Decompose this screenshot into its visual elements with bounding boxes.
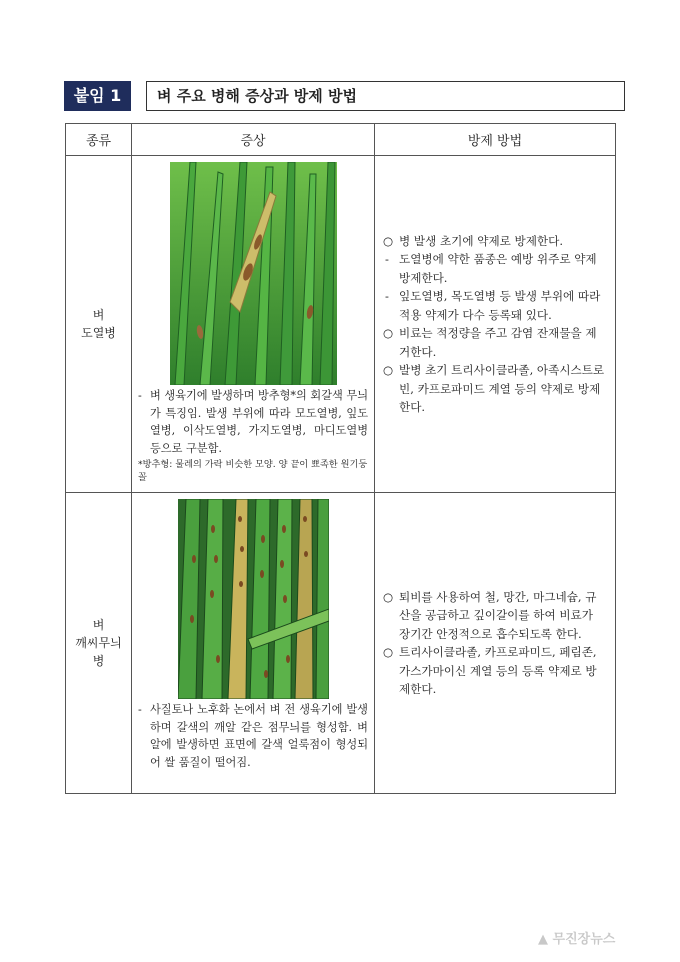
disease-name-cell: [66, 156, 132, 493]
table-row: [66, 156, 616, 493]
disease-name-line: 벼: [92, 618, 105, 632]
brown-spot-leaf-photo: [178, 499, 329, 699]
disease-name-line: 벼: [92, 308, 105, 322]
control-item: 퇴비를 사용하여 철, 망간, 마그네슘, 규산을 공급하고 깊이갈이를 하여 비료가 장기간 안정적으로 흡수되도록 한다.: [399, 589, 597, 641]
header-symptom: 증상: [132, 124, 375, 156]
table-row: [66, 493, 616, 794]
bullet-dash: -: [138, 703, 142, 716]
symptom-footnote: *방추형: 물레의 가락 비슷한 모양. 양 끝이 뾰족한 원기둥꼴: [138, 459, 368, 483]
control-item: 트리사이클라졸, 카프로파미드, 페림존, 가스가마이신 계열 등의 등록 약제로 방제한다.: [399, 645, 597, 696]
control-item: 병 발생 초기에 약제로 방제한다.: [399, 233, 564, 248]
control-item: 비료는 적정량을 주고 감염 잔재물을 제거한다.: [399, 326, 597, 359]
control-list: ○ 퇴비를 사용하여 철, 망간, 마그네슘, 규산을 공급하고 깊이갈이를 하여 비료가 장기간 안정적으로 흡수되도록 한다. ○ 트리사이클라졸, 카프로파미드, 페림존, 가스가마이신 계열 등의 등록 약제로 방제한다.: [375, 588, 615, 699]
disease-name-line: 깨씨무늬: [75, 636, 122, 650]
symptom-cell: [132, 493, 375, 794]
symptom-cell: [132, 156, 375, 493]
rice-blast-leaf-photo: [170, 162, 337, 385]
header-type: 종류: [66, 124, 132, 156]
control-list: ○ 병 발생 초기에 약제로 방제한다. - 도열병에 약한 품종은 예방 위주로 약제 방제한다. - 잎도열병, 목도열병 등 발생 부위에 따라 적용 약제가 다수 등록돼 있다. ○ 비료는 적정량을 주고 감염 잔재물을 제거한다. ○ 발병 초기 트리사이클라졸, 아족시스트로빈, 카프로파미드 계열 등의 약제로 방제한다.: [375, 232, 615, 417]
appendix-badge: 붙임 1: [64, 81, 131, 111]
appendix-header: [64, 81, 615, 111]
header-control: 방제 방법: [375, 124, 616, 156]
symptom-text: - 사질토나 노후화 논에서 벼 전 생육기에 발생하며 갈색의 깨알 같은 점무늬를 형성함. 벼알에 발생하면 표면에 갈색 얼룩점이 형성되어 쌀 품질이 떨어짐.: [138, 701, 368, 771]
table-header-row: [66, 124, 616, 156]
disease-table: [65, 123, 616, 794]
disease-name-cell: [66, 493, 132, 794]
disease-name-line: 병: [92, 654, 105, 668]
watermark-icon: ▲: [538, 932, 553, 947]
watermark-logo: ▲ 무진장뉴스: [538, 932, 616, 947]
control-item: 발병 초기 트리사이클라졸, 아족시스트로빈, 카프로파미드 계열 등의 약제로 방제한다.: [399, 363, 605, 414]
control-item: 잎도열병, 목도열병 등 발생 부위에 따라 적용 약제가 다수 등록돼 있다.: [399, 289, 601, 322]
control-cell: [375, 493, 616, 794]
page-title: 벼 주요 병해 증상과 방제 방법: [146, 81, 625, 111]
control-cell: [375, 156, 616, 493]
control-item: 도열병에 약한 품종은 예방 위주로 약제 방제한다.: [399, 252, 597, 285]
bullet-dash: -: [138, 389, 142, 402]
disease-name-line: 도열병: [81, 326, 116, 340]
symptom-text: - 벼 생육기에 발생하며 방추형*의 회갈색 무늬가 특징임. 발생 부위에 따라 모도열병, 잎도열병, 이삭도열병, 가지도열병, 마디도열병 등으로 구분함.: [138, 387, 368, 457]
